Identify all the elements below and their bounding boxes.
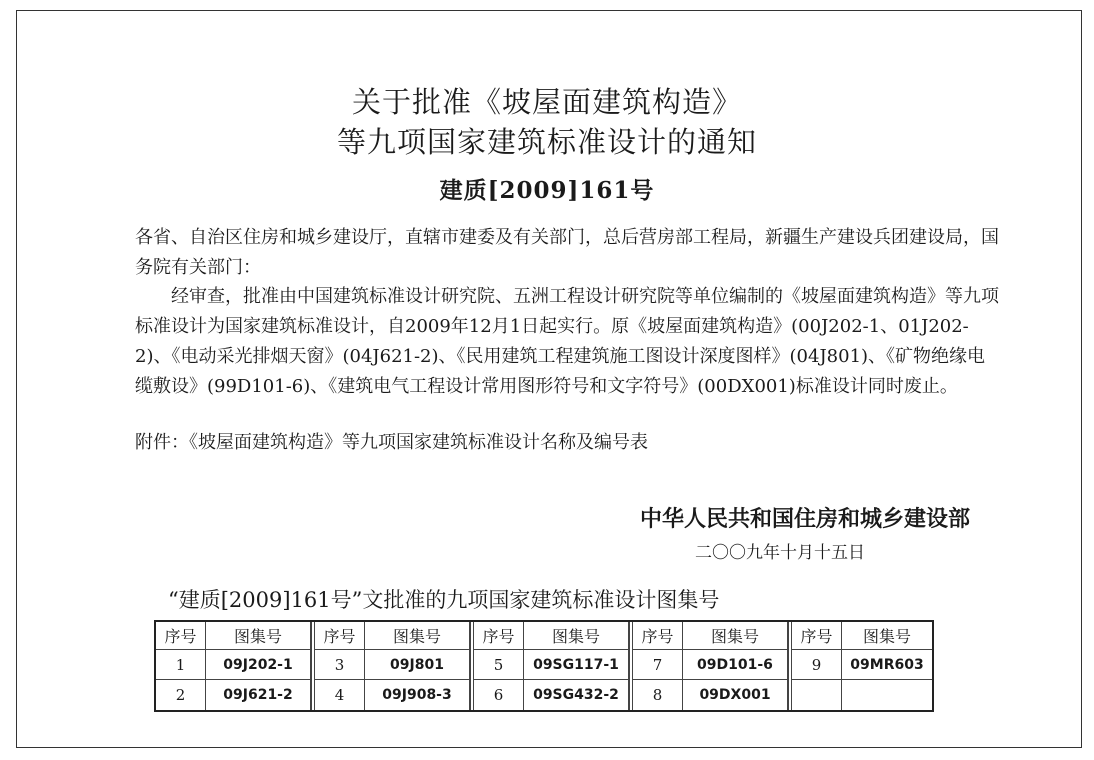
- table-cell-code: 09SG117-1: [524, 650, 629, 680]
- table-cell-seq: 5: [474, 650, 524, 680]
- issue-date: 二〇〇九年十月十五日: [695, 543, 865, 563]
- header-seq: 序号: [633, 622, 683, 650]
- table-cell-code: 09J202-1: [206, 650, 311, 680]
- table-cell-seq: 9: [792, 650, 842, 680]
- header-code: 图集号: [524, 622, 629, 650]
- header-code: 图集号: [365, 622, 470, 650]
- table-cell-seq: 1: [156, 650, 206, 680]
- table-cell-code: 09DX001: [683, 680, 788, 710]
- header-code: 图集号: [842, 622, 932, 650]
- header-code: 图集号: [683, 622, 788, 650]
- table-cell-seq: 3: [315, 650, 365, 680]
- notice-body: 经审查，批准由中国建筑标准设计研究院、五洲工程设计研究院等单位编制的《坡屋面建筑构造》等九项标准设计为国家建筑标准设计，自2009年12月1日起实行。原《坡屋面建筑构造》(00J202-1、01J202-2)、《电动采光排烟天窗》(04J621-2)、《民用建筑工程建筑施工图设计深度图样》(04J801)、《矿物绝缘电缆敷设》(99D101-6)、《建筑电气工程设计常用图形符号和文字符号》(00DX001)标准设计同时废止。: [135, 286, 999, 397]
- header-seq: 序号: [156, 622, 206, 650]
- table-cell-seq: 4: [315, 680, 365, 710]
- table-cell-code: 09SG432-2: [524, 680, 629, 710]
- header-seq: 序号: [792, 622, 842, 650]
- table-cell-code: [842, 680, 932, 710]
- attachment-line: 附件：《坡屋面建筑构造》等九项国家建筑标准设计名称及编号表: [135, 432, 648, 453]
- document-number: 建质[2009]161号: [439, 177, 655, 204]
- header-seq: 序号: [315, 622, 365, 650]
- table-cell-seq: 6: [474, 680, 524, 710]
- table-cell-code: 09J801: [365, 650, 470, 680]
- table-cell-code: 09MR603: [842, 650, 932, 680]
- table-group-5: [792, 622, 932, 710]
- table-cell-seq: 8: [633, 680, 683, 710]
- table-group-1: [156, 622, 311, 710]
- table-cell-code: 09J621-2: [206, 680, 311, 710]
- table-group-4: [633, 622, 788, 710]
- header-seq: 序号: [474, 622, 524, 650]
- table-cell-seq: 2: [156, 680, 206, 710]
- table-group-3: [474, 622, 629, 710]
- salutation: 各省、自治区住房和城乡建设厅，直辖市建委及有关部门，总后营房部工程局，新疆生产建设兵团建设局，国务院有关部门：: [135, 227, 999, 278]
- notice-title-line1: 关于批准《坡屋面建筑构造》: [351, 85, 742, 119]
- table-group-2: [315, 622, 470, 710]
- notice-title-line2: 等九项国家建筑标准设计的通知: [336, 125, 757, 159]
- table-cell-seq: [792, 680, 842, 710]
- table-caption: “建质[2009]161号”文批准的九项国家建筑标准设计图集号: [168, 588, 720, 612]
- header-code: 图集号: [206, 622, 311, 650]
- issuing-authority: 中华人民共和国住房和城乡建设部: [639, 507, 970, 532]
- table-cell-code: 09D101-6: [683, 650, 788, 680]
- table-cell-seq: 7: [633, 650, 683, 680]
- table-cell-code: 09J908-3: [365, 680, 470, 710]
- atlas-number-table: [154, 620, 934, 712]
